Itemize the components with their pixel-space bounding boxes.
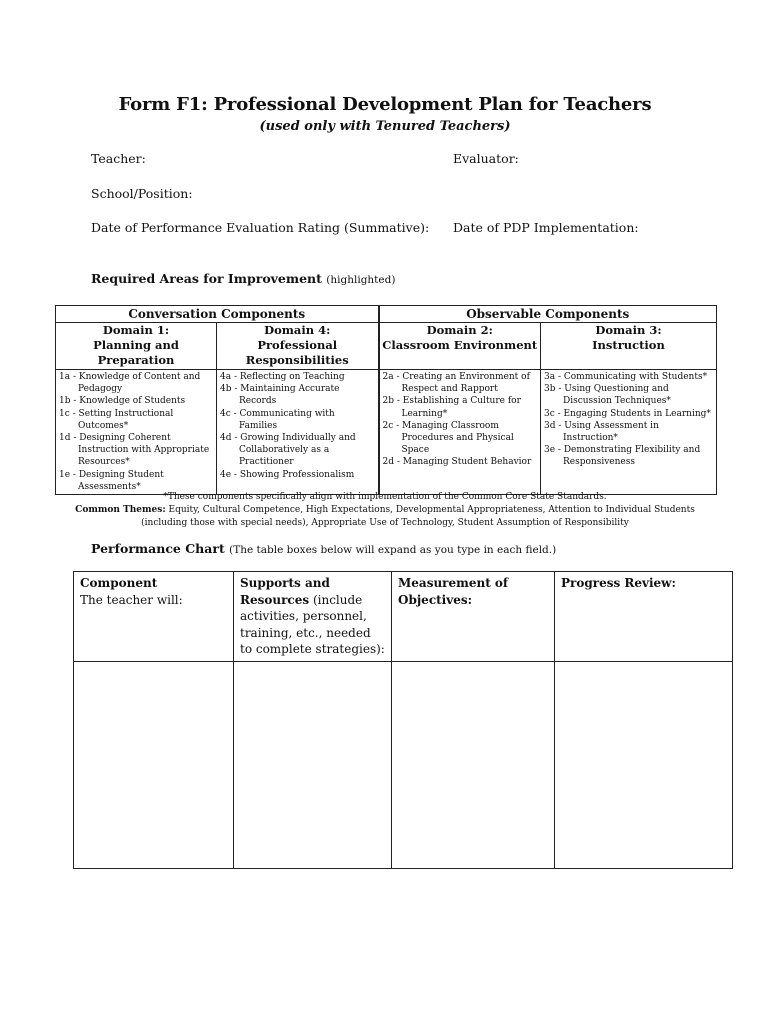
performance-chart-heading [91, 541, 556, 556]
list-item[interactable]: 4d - Growing Individually and Collaboratively as a Practitioner [220, 433, 356, 468]
progress-entry-cell[interactable] [555, 661, 733, 868]
ccss-footnote: *These components specifically align with implementation of the Common Core State Standards. [163, 492, 607, 502]
list-item[interactable]: 4b - Maintaining Accurate Records [220, 384, 340, 407]
component-column-header [74, 572, 234, 662]
list-item[interactable]: 3b - Using Questioning and Discussion Techniques* [544, 384, 671, 407]
common-themes-line-1 [0, 504, 770, 517]
form-subtitle: (used only with Tenured Teachers) [259, 119, 511, 134]
common-themes [0, 504, 770, 529]
progress-title: Progress Review: [561, 576, 676, 590]
performance-chart-table [73, 571, 733, 869]
performance-chart-note: (The table boxes below will expand as you type in each field.) [229, 544, 557, 556]
domain-4-header [217, 323, 379, 370]
domain-label: Domain 4: [264, 323, 331, 337]
domain-name: Professional Responsibilities [245, 338, 349, 367]
observable-components-header: Observable Components [379, 306, 717, 323]
list-item[interactable]: 3a - Communicating with Students* [544, 372, 708, 382]
list-item[interactable]: 3c - Engaging Students in Learning* [544, 408, 711, 419]
conversation-components-header: Conversation Components [56, 306, 379, 323]
measurement-entry-cell[interactable] [392, 661, 555, 868]
component-title: Component [80, 576, 158, 590]
domain-name: Instruction [592, 338, 665, 352]
evaluator-field[interactable]: Evaluator: [453, 151, 519, 166]
list-item[interactable]: 3d - Using Assessment in Instruction* [544, 420, 659, 444]
list-item[interactable]: 1a - Knowledge of Content and Pedagogy [59, 372, 201, 395]
supports-entry-cell[interactable] [234, 661, 392, 868]
list-item[interactable]: 2c - Managing Classroom Procedures and Physical Space [382, 420, 514, 456]
list-item[interactable]: 2b - Establishing a Culture for Learning* [382, 396, 521, 419]
measurement-column-header [392, 572, 555, 662]
domain-name: Planning and Preparation [93, 338, 179, 367]
domain-label: Domain 1: [102, 323, 170, 337]
teacher-field[interactable]: Teacher: [91, 151, 146, 166]
form-title: Form F1: Professional Development Plan for Teachers [118, 94, 652, 115]
component-entry-cell[interactable] [74, 661, 234, 868]
list-item[interactable]: 4c - Communicating with Families [220, 408, 335, 431]
pdp-date-field[interactable]: Date of PDP Implementation: [453, 220, 639, 235]
evaluation-date-field[interactable]: Date of Performance Evaluation Rating (Summative): [91, 220, 430, 235]
domain-name: Classroom Environment [382, 338, 538, 352]
list-item[interactable]: 3e - Demonstrating Flexibility and Responsiveness [544, 445, 701, 468]
supports-subtitle: (include activities, personnel, training, etc., needed to complete strategies): [240, 592, 385, 657]
components-table [55, 305, 717, 495]
list-item[interactable]: 1d - Designing Coherent Instruction with Appropriate Resources* [59, 433, 210, 468]
progress-column-header [555, 572, 733, 662]
list-item[interactable]: 1e - Designing Student Assessments* [59, 469, 164, 492]
performance-chart-title: Performance Chart [91, 541, 225, 556]
domain-2-header [379, 323, 541, 370]
domain-1-header [56, 323, 217, 370]
list-item[interactable]: 2a - Creating an Environment of Respect and Rapport [382, 372, 530, 395]
domain-2-list [379, 370, 541, 495]
component-subtitle: The teacher will: [80, 592, 183, 607]
measurement-title: Measurement of Objectives: [398, 576, 509, 607]
common-themes-text-2: (including those with special needs), Appropriate Use of Technology, Student Assumption of Responsibility [141, 517, 629, 528]
domain-1-list [56, 370, 217, 495]
list-item[interactable]: 4a - Reflecting on Teaching [220, 372, 345, 382]
list-item[interactable]: 2d - Managing Student Behavior [382, 457, 532, 468]
required-areas-heading [91, 271, 395, 286]
domain-3-header [541, 323, 717, 370]
required-areas-title: Required Areas for Improvement [91, 271, 322, 286]
common-themes-text-1: Equity, Cultural Competence, High Expectations, Developmental Appropriateness, Attention to Individual Students [168, 505, 695, 515]
required-areas-note: (highlighted) [326, 274, 396, 286]
supports-column-header [234, 572, 392, 662]
domain-label: Domain 2: [426, 323, 493, 337]
list-item[interactable]: 1b - Knowledge of Students [59, 396, 186, 407]
list-item[interactable]: 1c - Setting Instructional Outcomes* [59, 408, 174, 431]
supports-title: Supports and Resources [240, 576, 330, 607]
domain-4-list [217, 370, 379, 495]
school-position-field[interactable]: School/Position: [91, 186, 193, 201]
common-themes-label: Common Themes: [75, 505, 166, 515]
domain-label: Domain 3: [595, 323, 662, 337]
domain-3-list [541, 370, 717, 495]
list-item[interactable]: 4e - Showing Professionalism [220, 469, 355, 480]
